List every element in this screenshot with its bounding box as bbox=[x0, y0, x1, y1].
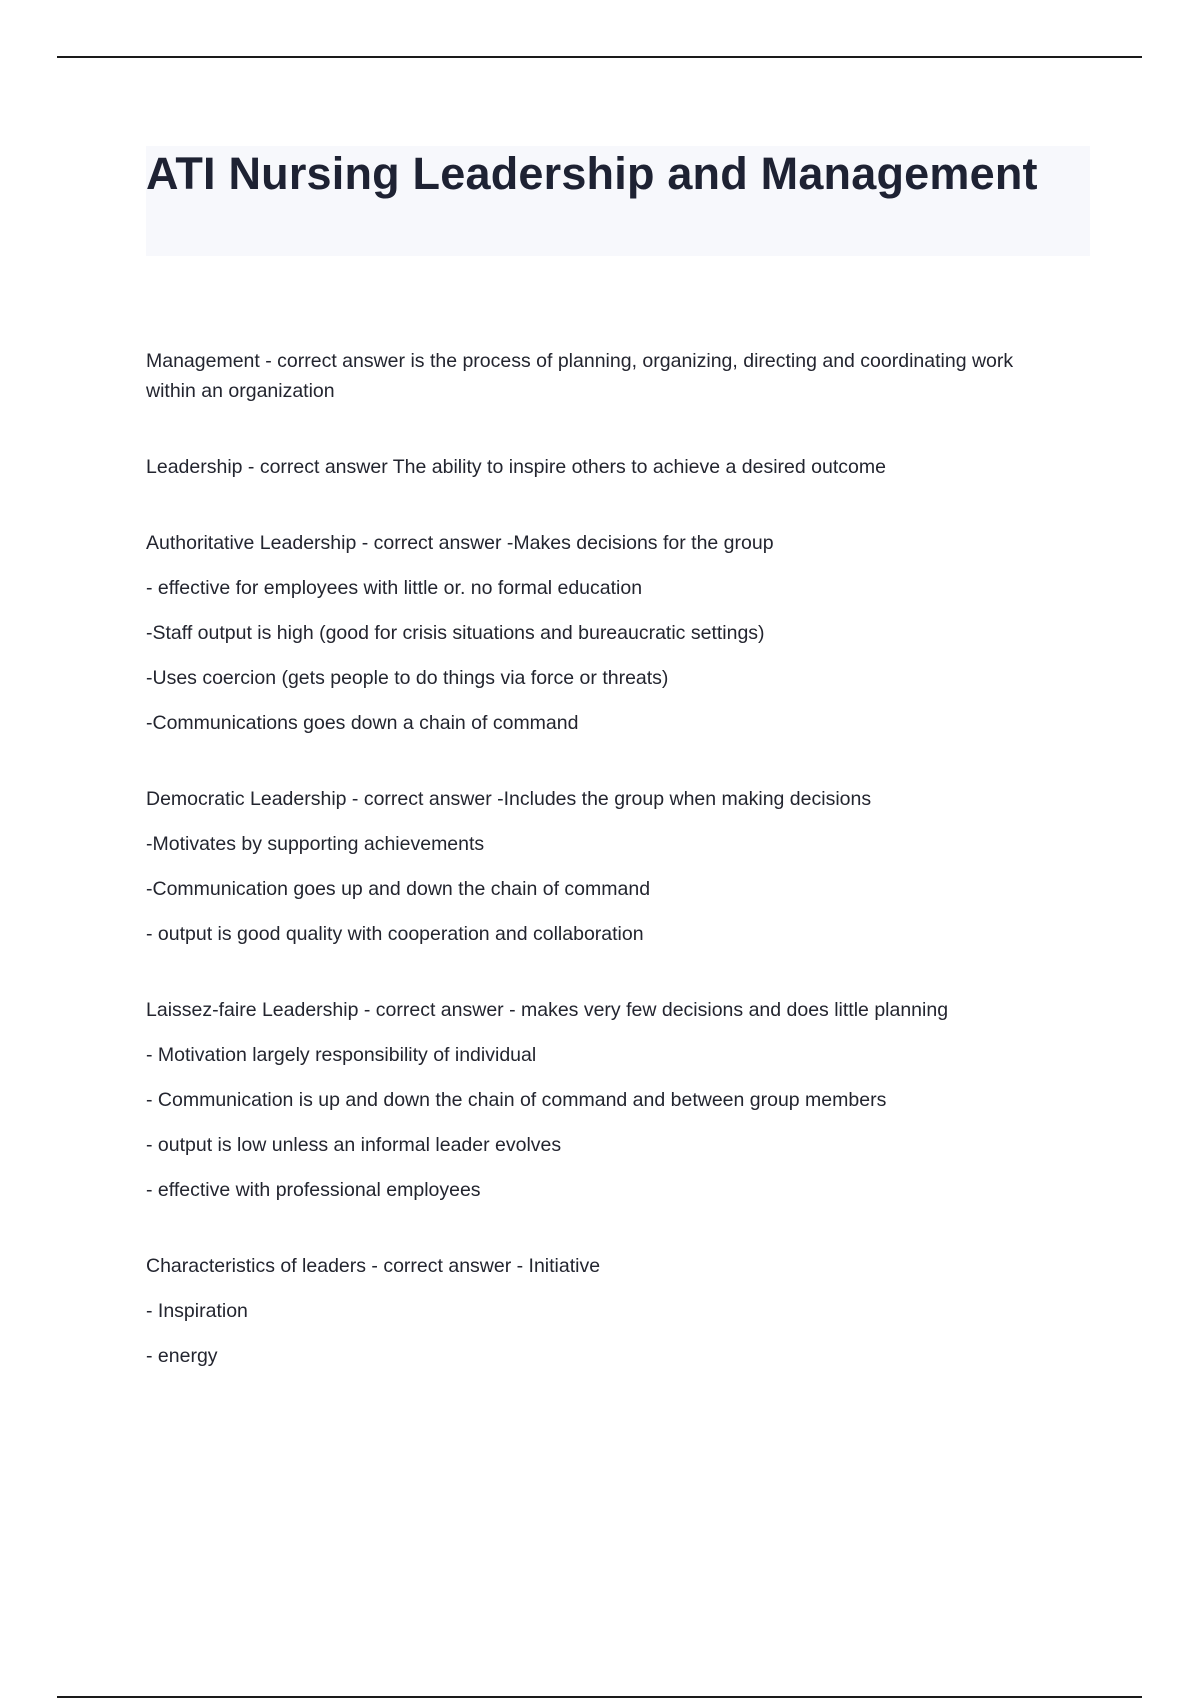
flashcard-management bbox=[146, 346, 1066, 406]
flashcard-democratic-leadership bbox=[146, 784, 1066, 949]
entry-line: Leadership - correct answer The ability to inspire others to achieve a desired outcome bbox=[146, 456, 886, 478]
bottom-divider bbox=[57, 1696, 1142, 1698]
flashcard-characteristics-of-leaders bbox=[146, 1251, 1066, 1371]
flashcard-laissez-faire-leadership bbox=[146, 995, 1066, 1205]
entry-line: - effective for employees with little or. no formal education bbox=[146, 577, 643, 599]
page-title: ATI Nursing Leadership and Management bbox=[146, 148, 1038, 199]
entry-line: Democratic Leadership - correct answer -Includes the group when making decisions bbox=[146, 788, 872, 810]
entry-line: -Uses coercion (gets people to do things via force or threats) bbox=[146, 667, 669, 689]
entry-line: - Motivation largely responsibility of individual bbox=[146, 1044, 537, 1066]
entry-line: -Communication goes up and down the chain of command bbox=[146, 878, 651, 900]
entry-line: - output is good quality with cooperation and collaboration bbox=[146, 923, 644, 945]
entry-line: - Inspiration bbox=[146, 1300, 248, 1322]
top-divider bbox=[57, 56, 1142, 58]
entry-line: - effective with professional employees bbox=[146, 1179, 481, 1201]
entry-line: -Motivates by supporting achievements bbox=[146, 833, 485, 855]
entry-line: Characteristics of leaders - correct answer - Initiative bbox=[146, 1255, 601, 1277]
flashcard-list bbox=[146, 346, 1066, 1417]
entry-line: Authoritative Leadership - correct answer -Makes decisions for the group bbox=[146, 532, 774, 554]
entry-line: - energy bbox=[146, 1345, 218, 1367]
entry-line: -Communications goes down a chain of command bbox=[146, 712, 579, 734]
entry-line: Management - correct answer is the process of planning, organizing, directing and coordinating work within an organization bbox=[146, 350, 1014, 402]
entry-line: Laissez-faire Leadership - correct answer - makes very few decisions and does little planning bbox=[146, 999, 949, 1021]
flashcard-authoritative-leadership bbox=[146, 528, 1066, 738]
flashcard-leadership bbox=[146, 452, 1066, 482]
entry-line: -Staff output is high (good for crisis situations and bureaucratic settings) bbox=[146, 622, 765, 644]
entry-line: - output is low unless an informal leader evolves bbox=[146, 1134, 562, 1156]
entry-line: - Communication is up and down the chain of command and between group members bbox=[146, 1089, 887, 1111]
